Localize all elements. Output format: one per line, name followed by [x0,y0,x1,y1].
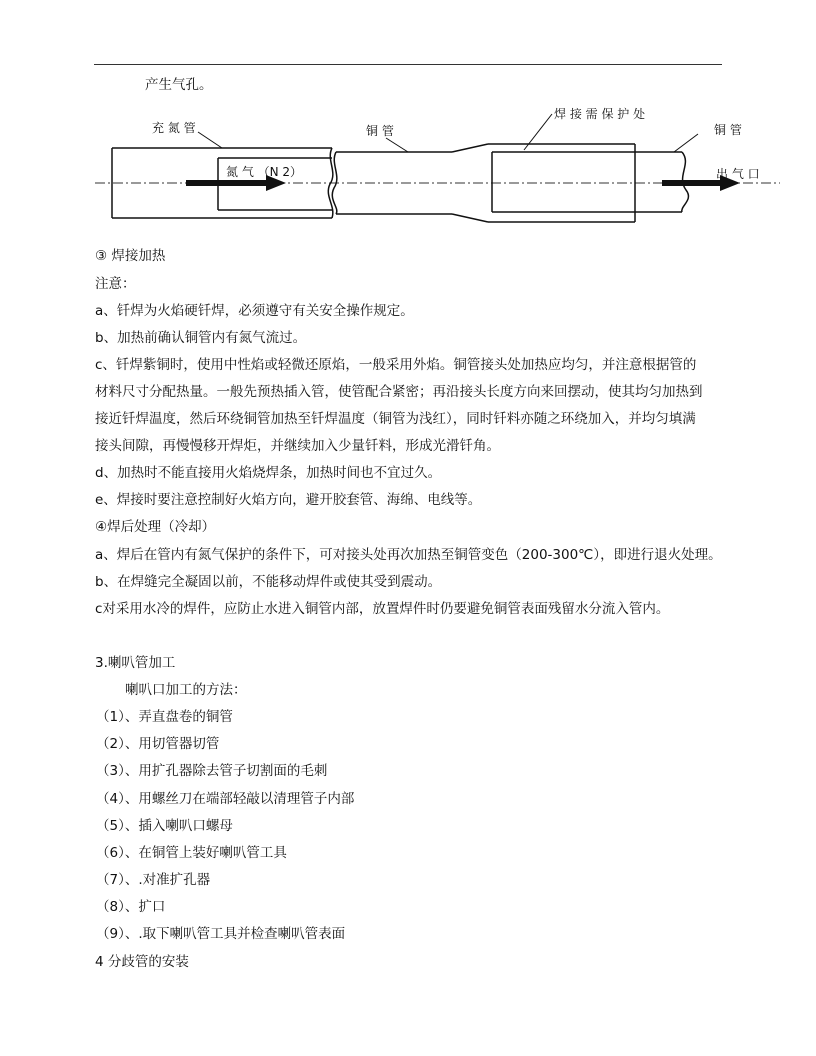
flare-step-5: （5）、插入喇叭口螺母 [96,818,233,834]
item-e: e、焊接时要注意控制好火焰方向，避开胶套管、海绵、电线等。 [95,492,482,508]
intro-line: 产生气孔。 [145,77,213,93]
leader-copper-2 [674,134,698,152]
post-c: c对采用水冷的焊件，应防止水进入铜管内部，放置焊件时仍要避免铜管表面残留水分流入管内。 [95,601,670,617]
section3-title: ③ 焊接加热 [95,248,166,264]
post-b: b、在焊缝完全凝固以前，不能移动焊件或使其受到震动。 [95,574,442,590]
leader-fill-pipe [198,132,222,148]
leader-copper-1 [386,138,408,152]
flare-step-8: （8）、扩口 [96,899,166,915]
section4-title: ④焊后处理（冷却） [95,519,216,535]
item-d: d、加热时不能直接用火焰烧焊条，加热时间也不宜过久。 [95,465,442,481]
flare-step-9: （9）、.取下喇叭管工具并检查喇叭管表面 [96,926,346,942]
label-fill-pipe: 充 氮 管 [152,121,196,135]
flare-step-6: （6）、在铜管上装好喇叭管工具 [96,845,287,861]
flare-step-1: （1）、弄直盘卷的铜管 [96,709,233,725]
label-nitrogen: 氮 气 （N 2） [226,165,303,179]
flare-step-4: （4）、用螺丝刀在端部轻敲以清理管子内部 [96,791,355,807]
flare-step-7: （7）、.对准扩孔器 [96,872,211,888]
label-copper-2: 铜 管 [714,123,742,137]
label-outlet: 出 气 口 [716,167,760,181]
flare-step-2: （2）、用切管器切管 [96,736,220,752]
item-c-line-2: 材料尺寸分配热量。一般先预热插入管，使管配合紧密；再沿接头长度方向来回摆动，使其均匀加热到 [95,384,703,400]
flare-title: 3.喇叭管加工 [95,655,176,671]
header-rule [94,64,722,65]
copper-pipe-2 [492,152,688,212]
item-c-line-1: c、钎焊紫铜时，使用中性焰或轻微还原焰，一般采用外焰。铜管接头处加热应均匀，并注意根据管的 [95,357,697,373]
label-copper-1: 铜 管 [366,124,394,138]
post-a: a、焊后在管内有氮气保护的条件下，可对接头处再次加热至铜管变色（200-300℃），即进行退火处理。 [95,547,722,563]
label-weld-point: 焊 接 需 保 护 处 [554,107,646,121]
item-a: a、钎焊为火焰硬钎焊，必须遵守有关安全操作规定。 [95,303,414,319]
nitrogen-welding-diagram [90,100,790,230]
item-c-line-4: 接头间隙，再慢慢移开焊炬，并继续加入少量钎料，形成光滑钎角。 [95,438,500,454]
item-c-line-3: 接近钎焊温度，然后环绕铜管加热至钎焊温度（铜管为浅红），同时钎料亦随之环绕加入，并均匀填满 [95,411,696,427]
item-b: b、加热前确认铜管内有氮气流过。 [95,330,307,346]
flare-step-3: （3）、用扩孔器除去管子切割面的毛刺 [96,763,328,779]
flare-method: 喇叭口加工的方法： [125,682,247,698]
notice: 注意： [95,276,136,292]
branch-title: 4 分歧管的安装 [95,954,189,970]
